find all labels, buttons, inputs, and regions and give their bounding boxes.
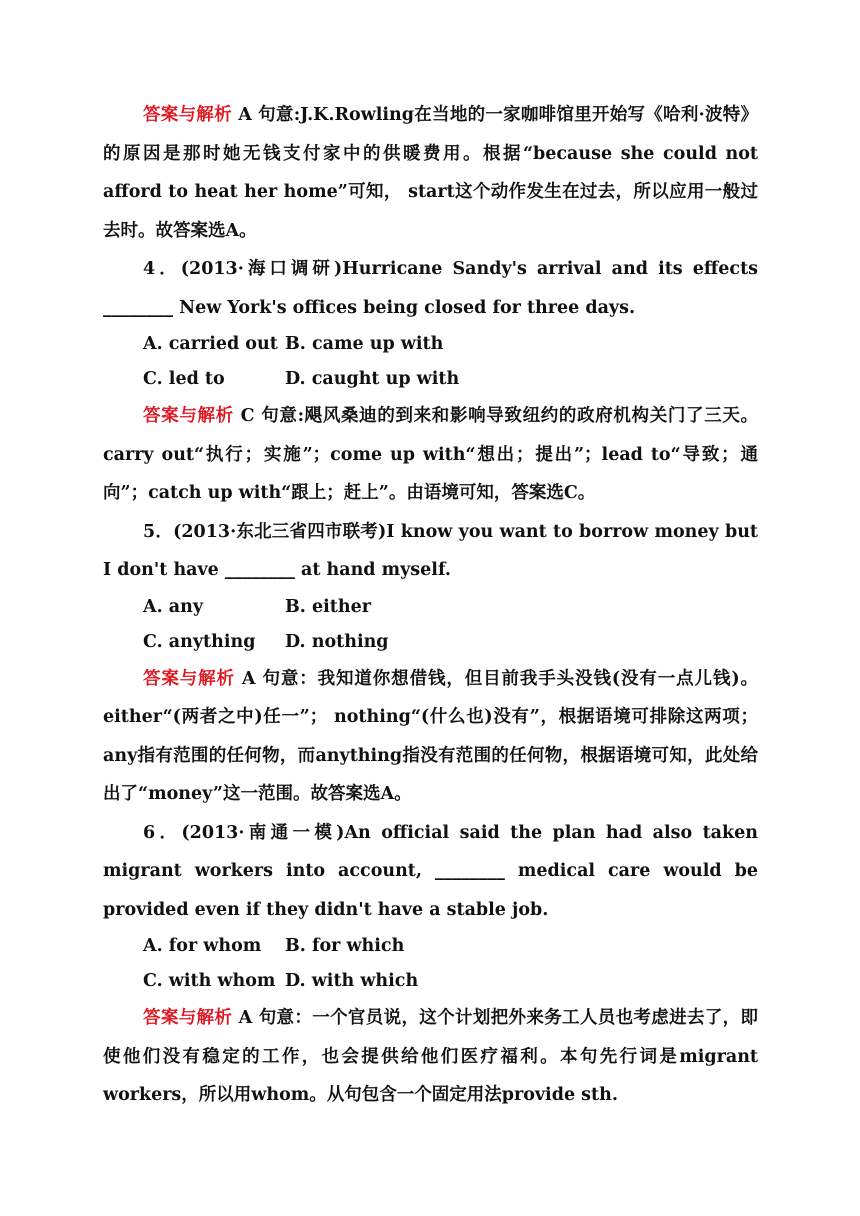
option-c: C. anything [143, 631, 256, 652]
question-number: 5． [143, 521, 174, 542]
document-page [103, 96, 758, 1115]
answer-explanation-3 [103, 96, 758, 250]
option-a: A. carried out [143, 334, 278, 354]
option-c: C. led to [143, 369, 225, 389]
option-d: D. nothing [285, 631, 389, 652]
option-a: A. any [143, 596, 203, 617]
question-5 [103, 513, 758, 590]
option-c: C. with whom [143, 971, 276, 991]
answer-label: 答案与解析 [143, 406, 234, 426]
options-row [103, 590, 758, 625]
question-text: Hurricane Sandy's arrival and its effects ________ New York's offices being closed for three days. [103, 259, 758, 318]
option-b: B. for which [285, 936, 405, 956]
question-source: (2013·海口调研) [180, 259, 343, 279]
answer-label: 答案与解析 [143, 668, 235, 689]
options-row [103, 964, 758, 999]
answer-explanation-6 [103, 999, 758, 1115]
answer-explanation-4 [103, 397, 758, 513]
answer-text: A 句意：一个官员说，这个计划把外来务工人员也考虑进去了，即使他们没有稳定的工作，也会提供给他们医疗福利。本句先行词是migrant workers，所以用whom。从句包含一个固定用法provide sth. [103, 1008, 759, 1105]
question-text: An official said the plan had also taken migrant workers into account, ________ medical care would be provided even if they didn't have a stable job. [103, 822, 758, 920]
option-a: A. for whom [143, 936, 262, 956]
question-source: (2013·南通一模) [181, 822, 345, 843]
answer-label: 答案与解析 [143, 1008, 233, 1028]
question-6 [103, 814, 758, 930]
question-4 [103, 250, 758, 327]
question-text: I know you want to borrow money but I don't have ________ at hand myself. [103, 521, 758, 580]
options-row [103, 327, 758, 362]
option-b: B. came up with [285, 334, 444, 354]
answer-text: A 句意:J.K.Rowling在当地的一家咖啡馆里开始写《哈利·波特》的原因是那时她无钱支付家中的供暖费用。根据“because she could not afford to heat her home”可知， start这个动作发生在过去，所以应用一般过去时。故答案选A。 [103, 105, 759, 241]
answer-explanation-5 [103, 660, 758, 814]
option-b: B. either [285, 596, 371, 617]
answer-label: 答案与解析 [143, 105, 232, 125]
answer-text: C 句意:飓风桑迪的到来和影响导致纽约的政府机构关门了三天。carry out“执行；实施”；come up with“想出；提出”；lead to“导致；通向”；catch up with“跟上；赶上”。由语境可知，答案选C。 [103, 406, 759, 503]
answer-text: A 句意：我知道你想借钱，但目前我手头没钱(没有一点儿钱)。either“(两者之中)任一”； nothing“(什么也)没有”，根据语境可排除这两项； any指有范围的任何物，而anything指没有范围的任何物，根据语境可知，此处给出了“money”这一范围。故答案选A。 [103, 668, 758, 804]
options-row [103, 625, 758, 660]
option-d: D. with which [285, 971, 419, 991]
options-row [103, 362, 758, 397]
question-source: (2013·东北三省四市联考) [173, 521, 387, 542]
question-number: 6． [143, 822, 182, 843]
options-row [103, 929, 758, 964]
question-number: 4． [143, 259, 181, 279]
option-d: D. caught up with [285, 369, 460, 389]
